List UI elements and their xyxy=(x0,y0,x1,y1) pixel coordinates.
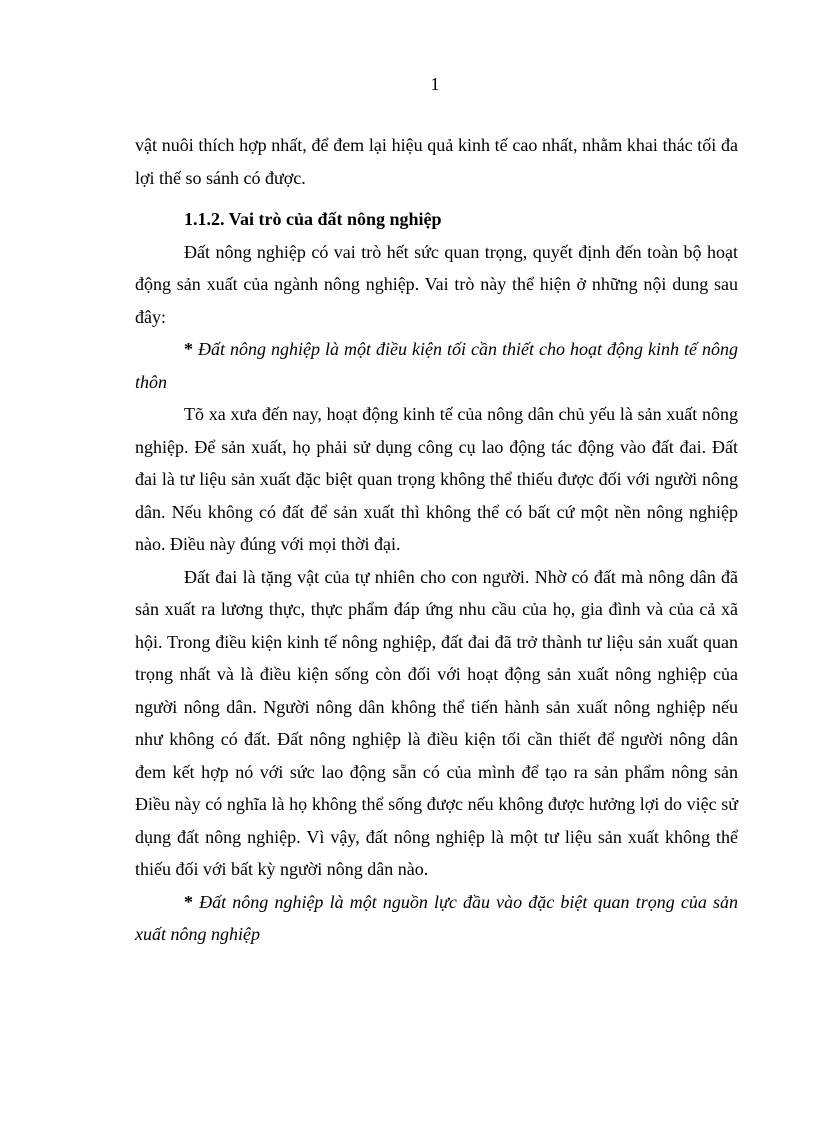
page-number: 1 xyxy=(430,74,440,94)
italic-subheading-1 xyxy=(135,333,738,398)
bullet-star: * xyxy=(184,891,193,912)
paragraph-land-gift: Đất đai là tặng vật của tự nhiên cho con người. Nhờ có đất mà nông dân đã sản xuất ra lương thực, thực phẩm đáp ứng nhu cầu của họ, gia đình và của cả xã hội. Trong điều kiện kinh tế nông nghiệp, đất đai đã trở thành tư liệu sản xuất quan trọng nhất và là điều kiện sống còn đối với hoạt động sản xuất nông nghiệp của người nông dân. Người nông dân không thể tiến hành sản xuất nông nghiệp nếu như không có đất. Đất nông nghiệp là điều kiện tối cần thiết để người nông dân đem kết hợp nó với sức lao động sẵn có của mình để tạo ra sản phẩm nông sản Điều này có nghĩa là họ không thể sống được nếu không được hưởng lợi do việc sử dụng đất nông nghiệp. Vì vậy, đất nông nghiệp là một tư liệu sản xuất không thể thiếu đối với bất kỳ người nông dân nào. xyxy=(135,566,738,879)
bullet-star: * xyxy=(184,339,193,359)
italic-subheading-1-text: Đất nông nghiệp là một điều kiện tối cần thiết cho hoạt động kinh tế nông thôn xyxy=(135,339,738,392)
section-heading: 1.1.2. Vai trò của đất nông nghiệp xyxy=(184,209,442,229)
paragraph-continuation: vật nuôi thích hợp nhất, để đem lại hiệu quả kinh tế cao nhất, nhằm khai thác tối đa lợi thế so sánh có được. xyxy=(135,135,738,188)
paragraph-history: Tõ xa xưa đến nay, hoạt động kinh tế của nông dân chủ yếu là sản xuất nông nghiệp. Để sản xuất, họ phải sử dụng công cụ lao động tác động vào đất đai. Đất đai là tư liệu sản xuất đặc biệt quan trọng không thể thiếu được đối với người nông dân. Nếu không có đất để sản xuất thì không thể có bất cứ một nền nông nghiệp nào. Điều này đúng với mọi thời đại. xyxy=(135,404,738,554)
paragraph-intro: Đất nông nghiệp có vai trò hết sức quan trọng, quyết định đến toàn bộ hoạt động sản xuất của ngành nông nghiệp. Vai trò này thể hiện ở những nội dung sau đây: xyxy=(135,241,738,327)
italic-subheading-2-text: Đất nông nghiệp là một nguồn lực đầu vào đặc biệt quan trọng của sản xuất nông nghiệp xyxy=(135,891,738,944)
document-body xyxy=(135,129,738,951)
italic-subheading-2 xyxy=(135,886,738,951)
